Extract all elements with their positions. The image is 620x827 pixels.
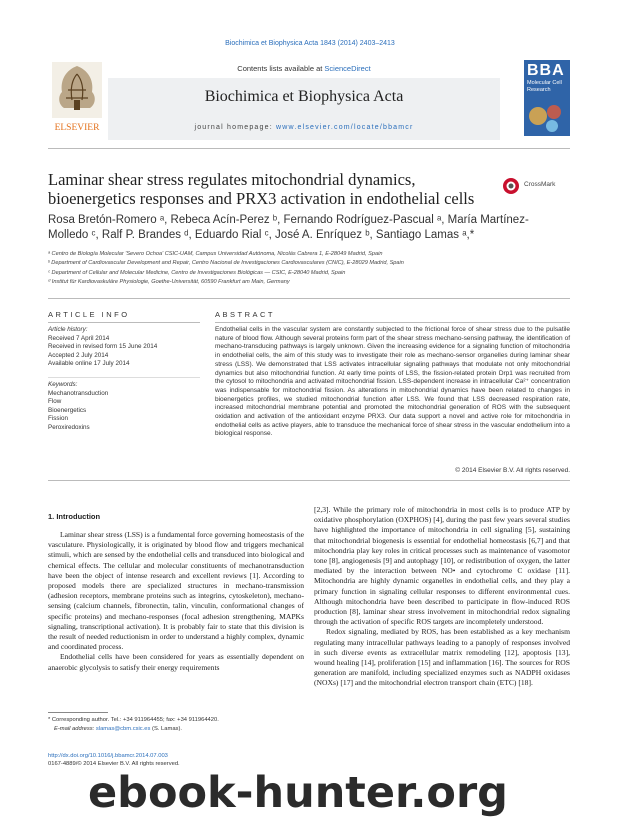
right-column — [314, 505, 570, 689]
paragraph: Endothelial cells have been considered for years as essentially dependent on anaerobic glycolysis to satisfy their energy requirements — [48, 652, 304, 672]
journal-title: Biochimica et Biophysica Acta — [204, 88, 404, 105]
paragraph: Redox signaling, mediated by ROS, has been established as a key mechanism regulating many intracellular pathways leading to a panoply of responses involved in such diverse events as extracellular matrix remodeling [12], apoptosis [13], wound healing [14], proliferation [15] and inflammation [16]. The sources for ROS generation are manifold, including specialized enzymes such as NADPH oxidases (NOXs) [17] and the mitochondrial electron transport chain (ETC) [18]. — [314, 627, 570, 688]
affiliation-d: ᵈ Institut für Kardiovaskuläre Physiologie, Goethe-Universität, 60590 Frankfurt am Main, Germany — [48, 279, 290, 286]
homepage-link[interactable]: www.elsevier.com/locate/bbamcr — [275, 124, 414, 131]
corresponding-author-footnote: * Corresponding author. Tel.: +34 911964455; fax: +34 911964420. E-mail address: slamas@cbm.csic.es (S. Lamas). — [48, 717, 219, 732]
elsevier-logo — [48, 60, 106, 136]
crossmark-badge[interactable] — [502, 176, 572, 196]
header-rule — [48, 148, 570, 149]
journal-homepage: journal homepage: www.elsevier.com/locate/bbamcr — [194, 124, 414, 131]
abstract-text: Endothelial cells in the vascular system are constantly subjected to the frictional force of shear stress due to the pulsatile nature of blood flow. Although several proteins form part of the shear stress mechano-sensing pathway, the identification of mechano-transducing pathways is largely unknown. Given the increasing evidence for a signaling function of mitochondria in endothelial cells, the aim of this study was to investigate their role as mechano-sensor organelles during laminar shear stress (LSS). We demonstrated that LSS activates intracellular signaling pathways that modulate not only mitochondrial dynamics but also mitochondrial function. At early time points of LSS, the fission-related protein Drp1 was recruited from the cytosol to mitochondria and activated mitochondrial fission. LSS-dependent increase in intracellular Ca²⁺ concentration was indispensable for mitochondrial fission. As alterations in mitochondrial dynamics have been related to changes in bioenergetics profiles, we studied mitochondrial function after LSS. We found that LSS decreased respiration rate, increased mitochondrial membrane potential and promoted the mitochondrial generation of ROS with the subsequent oxidation and activation of the antioxidant enzyme PRX3. Our data support a novel and active role for mitochondria in endothelial cells as active players, able to transduce the mechanical force of shear stress in the vascular endothelium into a biological response. — [215, 326, 570, 438]
journal-reference[interactable]: Biochimica et Biophysica Acta 1843 (2014) 2403–2413 — [225, 40, 395, 47]
paragraph: [2,3]. While the primary role of mitochondria in most cells is to produce ATP by oxidative phosphorylation (OXPHOS) [4], during the past few years several studies have highlighted the importance of mitochondria in cell signaling [5], sustaining that mitochondrial biogenesis is essential for endothelial homeostasis [6,7] and that mitochondria play key roles in critical processes such as maintenance of vasomotor tone [8], angiogenesis [9] and autophagy [10], or redistribution of oxygen, the latter mediated by the interaction between NO• and cytochrome C oxidase [11]. Mitochondria are highly dynamic organelles in endothelial cells, and they play a primary function in signaling cellular responses to different environmental cues. Although mitochondria have been described to participate in flow-induced ROS production [8], laminar shear stress involvement in mitochondrial redox signaling through the activation of specific ROS targets are incompletely understood. — [314, 505, 570, 627]
doi-link[interactable]: http://dx.doi.org/10.1016/j.bbamcr.2014.07.003 — [48, 753, 168, 759]
introduction-heading: 1. Introduction — [48, 512, 101, 521]
doi-block: http://dx.doi.org/10.1016/j.bbamcr.2014.07.003 0167-4889/© 2014 Elsevier B.V. All rights reserved. — [48, 752, 304, 768]
contents-line: Contents lists available at ScienceDirect — [237, 64, 371, 73]
journal-cover: BBA Molecular Cell Research — [524, 60, 570, 136]
body-rule — [48, 480, 570, 481]
affiliations — [48, 250, 568, 288]
author-list: Rosa Bretón-Romero ᵃ, Rebeca Acín-Perez ᵇ, Fernando Rodríguez-Pascual ᵃ, María Martínez-Molledo ᶜ, Ralf P. Brandes ᵈ, Eduardo Rial ᶜ, José A. Enríquez ᵇ, Santiago Lamas ᵃ,* — [48, 214, 529, 241]
article-info-rule — [48, 322, 200, 323]
abstract-rule — [215, 322, 570, 323]
svg-text:ELSEVIER: ELSEVIER — [54, 123, 100, 133]
email-link[interactable]: slamas@cbm.csic.es — [95, 725, 151, 732]
abstract-heading: ABSTRACT — [215, 310, 276, 319]
left-column — [48, 530, 304, 673]
copyright: © 2014 Elsevier B.V. All rights reserved. — [455, 467, 570, 474]
footnote-rule — [48, 712, 108, 713]
crossmark-label: CrossMark — [524, 181, 556, 188]
paragraph: Laminar shear stress (LSS) is a fundamental force governing homeostasis of the vasculature. Physiologically, it is originated by blood flow and triggers mechanical stimuli, which are sensed by the endothelial cells and transduced into biological and chemical effects. The cellular and molecular constituents of mechanotransduction have been the object of intense research and excellent reviews [1]. According to proposed models there are specialized structures in mechano-transmission (adhesion receptors, membrane proteins such as integrins, cytoskeleton), mechano-sensing (calcium channels, fibronectin, talin, vinculin, conformational changes of specific proteins) and mechano-responses (focal adhesion strengthening, MAPKs signaling, transcriptional activation). It is probably fair to state that this division is the result of needed reductionism in order to understand a highly complex, dynamic and coordinated process. — [48, 530, 304, 652]
section-rule — [48, 298, 570, 299]
affiliation-a: ᵃ Centro de Biología Molecular 'Severo Ochoa' CSIC-UAM, Campus Universidad Autónoma, Nicolás Cabrera 1, E-28049 Madrid, Spain — [48, 251, 383, 257]
article-info-heading: ARTICLE INFO — [48, 310, 130, 319]
article-title: Laminar shear stress regulates mitochondrial dynamics, bioenergetics responses and PRX3 activation in endothelial cells — [48, 170, 475, 208]
affiliation-c: ᶜ Department of Cellular and Molecular Medicine, Centro de Investigaciones Biológicas — CSIC, E-28040 Madrid, Spain — [48, 269, 346, 276]
keywords: Keywords: Mechanotransduction Flow Bioenergetics Fission Peroxiredoxins — [48, 381, 109, 431]
sciencedirect-link[interactable]: ScienceDirect — [324, 64, 371, 73]
watermark: ebook-hunter.org — [88, 768, 508, 818]
affiliation-b: ᵇ Department of Cardiovascular Development and Repair, Centro Nacional de Investigaciones Cardiovasculares (CNIC), E-28029 Madrid, Spain — [48, 260, 404, 267]
keywords-rule — [48, 377, 200, 378]
article-history: Article history: Received 7 April 2014 Received in revised form 15 June 2014 Accepted 2 July 2014 Available online 17 July 2014 — [48, 326, 158, 368]
